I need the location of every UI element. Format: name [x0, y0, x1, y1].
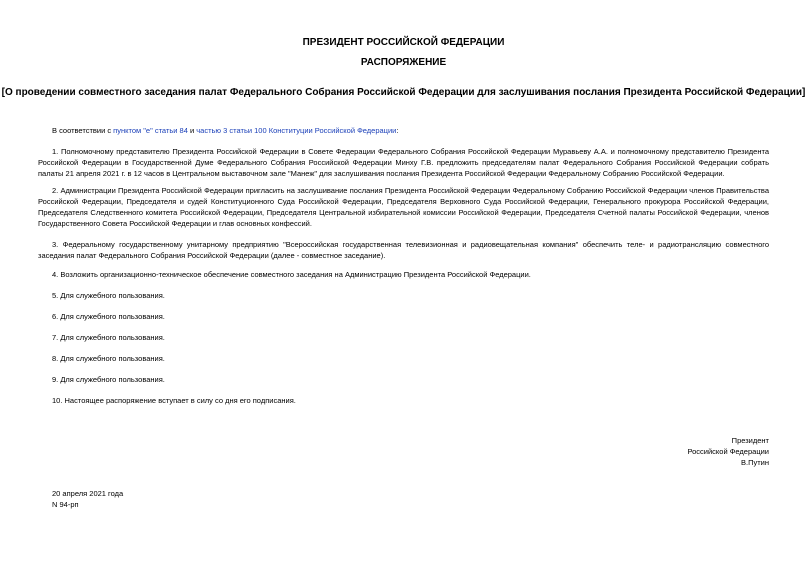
paragraph-10: 10. Настоящее распоряжение вступает в силу со дня его подписания.	[52, 396, 296, 405]
paragraph-8: 8. Для служебного пользования.	[52, 354, 165, 363]
signature-title: Президент	[731, 436, 769, 445]
preamble-text-after: :	[396, 126, 399, 135]
document-type-heading: РАСПОРЯЖЕНИЕ	[360, 57, 447, 68]
preamble	[38, 125, 769, 136]
document-subject: [О проведении совместного заседания палат Федерального Собрания Российской Федерации для заслушивания послания Президента Российской Федерации]	[1, 87, 806, 98]
paragraph-1: 1. Полномочному представителю Президента Российской Федерации в Совете Федерации Федерального Собрания Российской Федерации Муравьеву А.А. и полномочному представителю Президента Российской Федерации в Государственной Думе Федерального Собрания Российской Федерации Минху Г.В. предложить председателям палат Федерального Собрания Российской Федерации собрать палаты 21 апреля 2021 г. в 12 часов в Центральном выставочном зале "Манеж" для заслушивания послания Президента Российской Федерации Федеральному Собранию Российской Федерации.	[38, 147, 769, 178]
signature-country: Российской Федерации	[687, 447, 769, 456]
preamble-text-before: В соответствии с	[52, 126, 114, 135]
signature-name: В.Путин	[741, 458, 769, 467]
link-article-100[interactable]: частью 3 статьи 100 Конституции Российской Федерации	[196, 126, 397, 135]
link-article-84[interactable]: пунктом "е" статьи 84	[113, 126, 188, 135]
document-footer	[52, 488, 123, 510]
paragraph-3: 3. Федеральному государственному унитарному предприятию "Всероссийская государственная телевизионная и радиовещательная компания" обеспечить теле- и радиотрансляцию совместного заседания палат Федерального Собрания Российской Федерации (далее - совместное заседание).	[38, 240, 769, 260]
document-number: N 94-рп	[52, 500, 79, 509]
paragraph-9: 9. Для служебного пользования.	[52, 375, 165, 384]
issuer-heading: ПРЕЗИДЕНТ РОССИЙСКОЙ ФЕДЕРАЦИИ	[302, 37, 505, 48]
document-date: 20 апреля 2021 года	[52, 489, 124, 498]
paragraph-5: 5. Для служебного пользования.	[52, 291, 165, 300]
paragraph-7: 7. Для служебного пользования.	[52, 333, 165, 342]
paragraph-4: 4. Возложить организационно-техническое обеспечение совместного заседания на Администрацию Президента Российской Федерации.	[52, 270, 531, 279]
paragraph-2: 2. Администрации Президента Российской Федерации пригласить на заслушивание послания Президента Российской Федерации Федеральному Собранию Российской Федерации членов Правительства Российской Федерации, Председателя и судей Конституционного Суда Российской Федерации, Председателя Верховного Суда Российской Федерации, Генерального прокурора Российской Федерации, Председателя Следственного комитета Российской Федерации, Председателя Центральной избирательной комиссии Российской Федерации, Председателя Счетной палаты Российской Федерации, членов Государственного Совета Российской Федерации и глав основных конфессий.	[38, 186, 769, 228]
signature-block	[687, 435, 769, 468]
preamble-text-mid: и	[187, 126, 197, 135]
paragraph-6: 6. Для служебного пользования.	[52, 312, 165, 321]
